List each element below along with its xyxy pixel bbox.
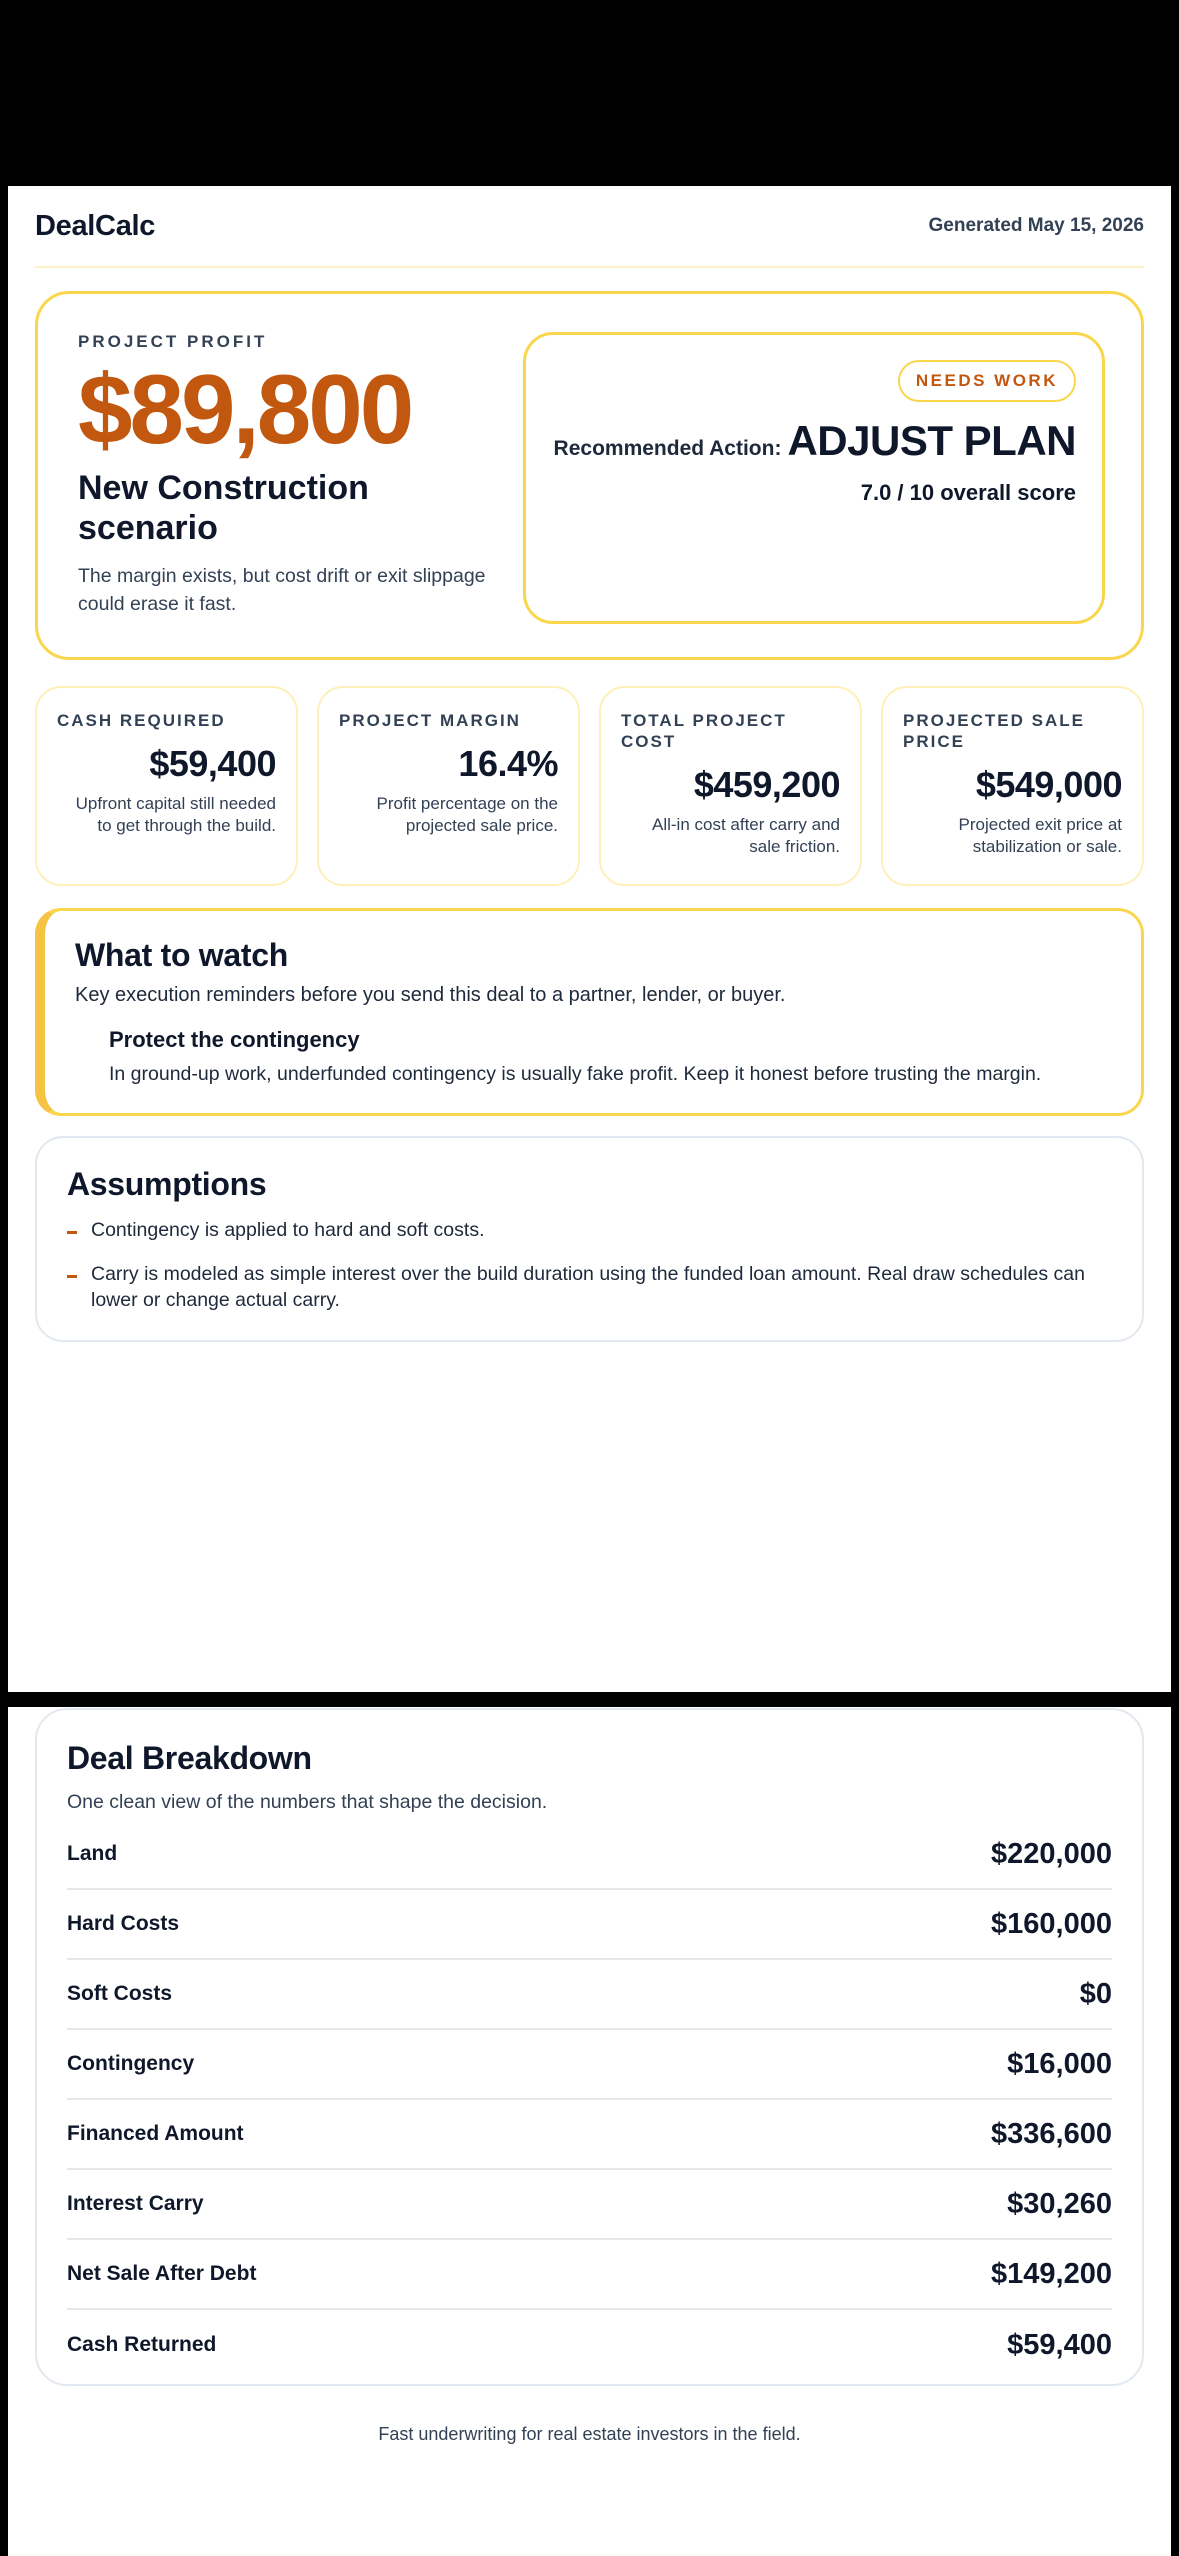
metric-card-cash-required	[35, 686, 298, 886]
list-item	[67, 1261, 1112, 1313]
bullet-dash-icon	[67, 1231, 77, 1234]
deal-breakdown-card	[35, 1708, 1144, 2386]
what-to-watch-card	[35, 908, 1144, 1116]
watch-title: What to watch	[75, 937, 288, 973]
row-value: $149,200	[991, 2257, 1112, 2290]
action-label: Recommended Action:	[553, 437, 782, 460]
table-row	[67, 1890, 1112, 1960]
row-label: Financed Amount	[67, 2122, 244, 2145]
metric-value: 16.4%	[458, 743, 558, 784]
profit-description: The margin exists, but cost drift or exit slippage could erase it fast.	[78, 565, 486, 615]
metric-value: $459,200	[693, 764, 840, 805]
row-value: $160,000	[991, 1907, 1112, 1940]
table-row	[67, 2030, 1112, 2100]
metric-cards	[35, 686, 1144, 886]
row-label: Contingency	[67, 2052, 195, 2075]
profit-value: $89,800	[78, 354, 412, 464]
row-label: Cash Returned	[67, 2333, 217, 2356]
watch-item-description: In ground-up work, underfunded contingency is usually fake profit. Keep it honest before trusting the margin.	[109, 1063, 1042, 1085]
metric-description: Projected exit price at stabilization or sale.	[958, 815, 1122, 856]
metric-card-project-margin	[317, 686, 580, 886]
table-row	[67, 1820, 1112, 1890]
row-value: $336,600	[991, 2117, 1112, 2150]
status-badge: NEEDS WORK	[898, 360, 1076, 402]
metric-description: All-in cost after carry and sale friction.	[651, 815, 840, 856]
report-header	[35, 186, 1144, 268]
breakdown-subtitle: One clean view of the numbers that shape the decision.	[67, 1791, 548, 1813]
generated-date: Generated May 15, 2026	[928, 215, 1144, 236]
breakdown-table	[67, 1820, 1112, 2380]
metric-description: Profit percentage on the projected sale price.	[376, 794, 558, 835]
row-value: $16,000	[1007, 2047, 1112, 2080]
table-row	[67, 2240, 1112, 2310]
report-page-1	[8, 186, 1171, 1692]
assumptions-card	[35, 1136, 1144, 1342]
row-value: $220,000	[991, 1837, 1112, 1870]
breakdown-title: Deal Breakdown	[67, 1740, 312, 1776]
brand-logo: DealCalc	[35, 209, 156, 242]
list-item	[67, 1217, 1112, 1243]
overall-score: 7.0 / 10 overall score	[860, 480, 1076, 505]
metric-value: $59,400	[149, 743, 276, 784]
action-value: ADJUST PLAN	[787, 417, 1076, 464]
recommended-action	[554, 417, 1076, 465]
bullet-dash-icon	[67, 1275, 77, 1278]
metric-card-total-project-cost	[599, 686, 862, 886]
hero-card	[35, 291, 1144, 660]
assumptions-list	[67, 1217, 1112, 1313]
assumption-text: Carry is modeled as simple interest over the build duration using the funded loan amount. Real draw schedules can lower or change actual carry.	[91, 1263, 1085, 1311]
table-row	[67, 1960, 1112, 2030]
row-label: Soft Costs	[67, 1982, 172, 2005]
metric-label: CASH REQUIRED	[57, 711, 226, 730]
watch-subtitle: Key execution reminders before you send this deal to a partner, lender, or buyer.	[75, 984, 786, 1006]
report-page-2	[8, 1707, 1171, 2556]
watch-item-title: Protect the contingency	[109, 1027, 360, 1052]
row-value: $0	[1079, 1977, 1112, 2010]
assumption-text: Contingency is applied to hard and soft costs.	[91, 1219, 485, 1241]
metric-label: TOTAL PROJECT COST	[621, 711, 787, 751]
metric-label: PROJECT MARGIN	[339, 711, 521, 730]
table-row	[67, 2170, 1112, 2240]
row-label: Land	[67, 1842, 118, 1865]
row-value: $30,260	[1007, 2187, 1112, 2220]
metric-card-projected-sale-price	[881, 686, 1144, 886]
profit-eyebrow: PROJECT PROFIT	[78, 332, 268, 351]
row-label: Interest Carry	[67, 2192, 204, 2215]
row-value: $59,400	[1007, 2328, 1112, 2361]
metric-value: $549,000	[975, 764, 1122, 805]
metric-description: Upfront capital still needed to get through the build.	[75, 794, 276, 835]
table-row	[67, 2310, 1112, 2380]
scenario-title: New Construction scenario	[78, 469, 369, 547]
profit-summary	[78, 332, 508, 618]
assumptions-title: Assumptions	[67, 1166, 267, 1202]
watch-item	[109, 1027, 1141, 1086]
report-footer: Fast underwriting for real estate investors in the field.	[378, 2424, 801, 2444]
row-label: Net Sale After Debt	[67, 2262, 257, 2285]
table-row	[67, 2100, 1112, 2170]
recommendation-card	[523, 332, 1105, 624]
row-label: Hard Costs	[67, 1912, 180, 1935]
metric-label: PROJECTED SALE PRICE	[903, 711, 1085, 751]
